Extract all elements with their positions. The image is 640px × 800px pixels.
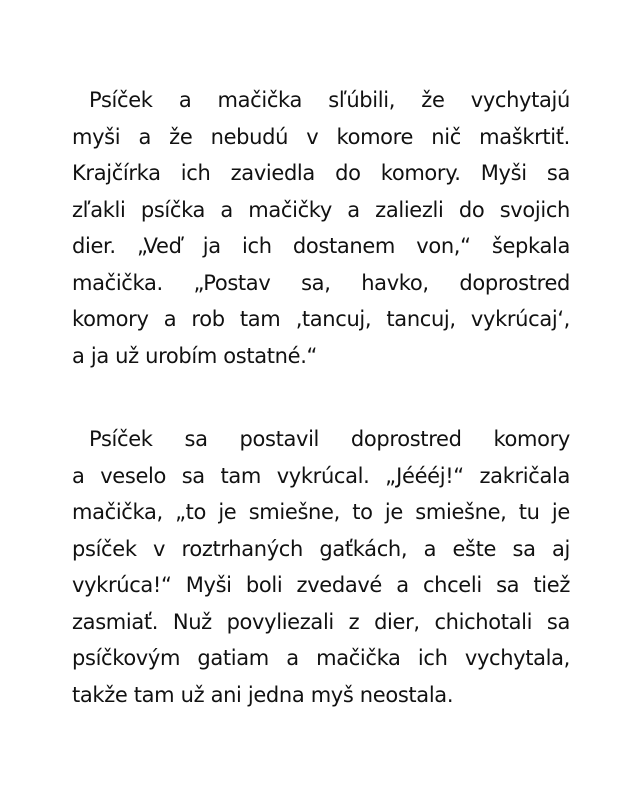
paragraph-2 (72, 421, 570, 713)
text-line: takže tam už ani jedna myš neostala. (72, 682, 454, 707)
text-line: zasmiať. Nuž povyliezali z dier, chichotali sa (72, 609, 570, 634)
text-line: a veselo sa tam vykrúcal. „Jéééj!“ zakričala (72, 463, 570, 488)
paragraph-1 (72, 82, 570, 374)
text-line: komory a rob tam ‚tancuj, tancuj, vykrúcaj‘, (72, 307, 570, 331)
text-line: Krajčírka ich zaviedla do komory. Myši sa (72, 161, 570, 185)
text-line: mačička, „to je smiešne, to je smiešne, tu je (72, 500, 570, 524)
text-line: a ja už urobím ostatné.“ (72, 343, 318, 368)
text-line: dier. „Veď ja ich dostanem von,“ šepkala (72, 234, 570, 258)
text-line: mačička. „Postav sa, havko, doprostred (72, 270, 570, 295)
text-line: myši a že nebudú v komore nič maškrtiť. (72, 124, 570, 149)
text-line: Psíček sa postavil doprostred komory (89, 427, 570, 451)
text-line: psíček v roztrhaných gaťkách, a ešte sa aj (72, 536, 570, 561)
text-line: Psíček a mačička sľúbili, že vychytajú (89, 88, 570, 112)
text-line: vykrúca!“ Myši boli zvedavé a chceli sa tiež (72, 573, 570, 597)
text-line: zľakli psíčka a mačičky a zaliezli do svojich (72, 197, 570, 222)
text-line: psíčkovým gatiam a mačička ich vychytala, (72, 646, 570, 670)
